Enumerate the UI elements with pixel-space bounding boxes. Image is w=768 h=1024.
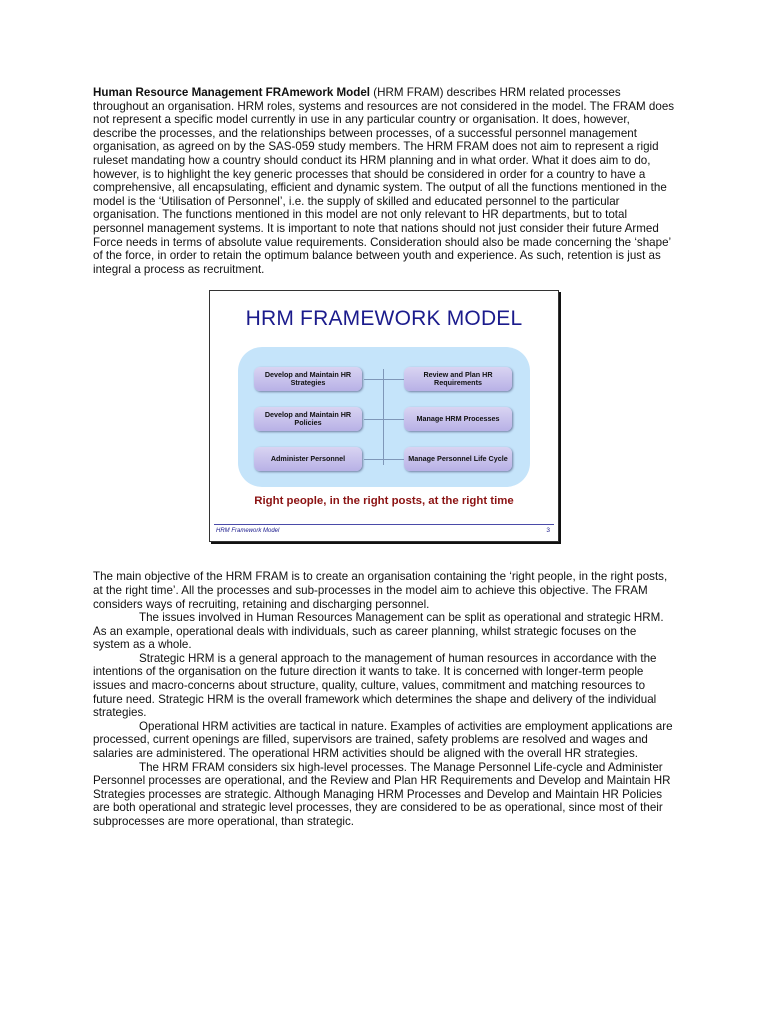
process-box-review-plan: Review and Plan HR Requirements bbox=[404, 367, 512, 391]
intro-paragraph bbox=[93, 86, 675, 276]
connector-row-2 bbox=[364, 419, 404, 420]
slide-footer-divider bbox=[214, 524, 554, 525]
slide-page-number: 3 bbox=[546, 527, 550, 535]
process-box-policies: Develop and Maintain HR Policies bbox=[254, 407, 362, 431]
process-box-manage-hrm: Manage HRM Processes bbox=[404, 407, 512, 431]
paragraph-operational-hrm: Operational HRM activities are tactical in nature. Examples of activities are employment applications are processed, current openings are filled, supervisors are trained, safety problems are resolved and wages and salaries are administered. The operational HRM activities should be aligned with the overall HR strategies. bbox=[93, 719, 673, 761]
paragraph-six-processes: The HRM FRAM considers six high-level processes. The Manage Personnel Life-cycle and Administer Personnel processes are operational, and the Review and Plan HR Requirements and Develop and Maintain HR Strategies processes are strategic. Although Managing HRM Processes and Develop and Maintain HR Policies are both operational and strategic level processes, they are considered to be as operational, since most of their subprocesses are more operational, than strategic. bbox=[93, 760, 671, 828]
paragraph-strategic-hrm: Strategic HRM is a general approach to the management of human resources in accordance with the intentions of the organisation on the future direction it wants to take. It is concerned with longer-term people issues and macro-concerns about structure, quality, culture, values, commitment and matching resources to future need. Strategic HRM is the overall framework which determines the shape and delivery of the individual strategies. bbox=[93, 651, 657, 720]
paragraph-operational-strategic: The issues involved in Human Resources Management can be split as operational and strategic HRM. As an example, operational deals with individuals, such as career planning, whilst strategic focuses on the system as a whole. bbox=[93, 611, 664, 652]
figure-container bbox=[93, 290, 675, 552]
process-box-strategies: Develop and Maintain HR Strategies bbox=[254, 367, 362, 391]
connector-vertical bbox=[383, 369, 384, 465]
process-box-life-cycle: Manage Personnel Life Cycle bbox=[404, 447, 512, 471]
process-box-administer: Administer Personnel bbox=[254, 447, 362, 471]
process-panel bbox=[238, 347, 530, 487]
slide-footer-label: HRM Framework Model bbox=[216, 528, 280, 535]
connector-row-3 bbox=[364, 459, 404, 460]
hrm-framework-slide bbox=[209, 290, 559, 542]
slide-title: HRM FRAMEWORK MODEL bbox=[245, 307, 523, 331]
paragraph-objective: The main objective of the HRM FRAM is to create an organisation containing the ‘right people, in the right posts, at the right time’. All the processes and sub-processes in the model aim to achieve this objective. The FRAM considers ways of recruiting, retaining and discharging personnel. bbox=[93, 570, 668, 611]
slide-caption: Right people, in the right posts, at the right time bbox=[254, 495, 514, 508]
connector-row-1 bbox=[364, 379, 404, 380]
intro-lead-term: Human Resource Management FRAmework Model bbox=[93, 86, 371, 99]
document-page bbox=[93, 86, 675, 829]
intro-text: (HRM FRAM) describes HRM related processes throughout an organisation. HRM roles, systems and resources are not considered in the model. The FRAM does not represent a specific model currently in use in any particular country or organisation. It does, however, describe the processes, and the relationships between processes, of a successful personnel management organisation, as agreed on by the SAS-059 study members. The HRM FRAM does not aim to represent a rigid ruleset mandating how a country should conduct its HRM planning and in what order. What it does aim to do, however, is to highlight the key generic processes that should be considered in order for a country to have a comprehensive, all encapsulating, efficient and dynamic system. The output of all the functions mentioned in the model is the ‘Utilisation of Personnel’, i.e. the supply of skilled and educated personnel to the particular organisation. The functions mentioned in this model are not only relevant to HR departments, but to total personnel management systems. It is important to note that nations should not just consider their future Armed Force needs in terms of absolute value requirements. Consideration should also be made concerning the ‘shape’ of the force, in order to retain the optimum balance between youth and experience. As such, retention is just as integral a process as recruitment. bbox=[93, 86, 675, 276]
